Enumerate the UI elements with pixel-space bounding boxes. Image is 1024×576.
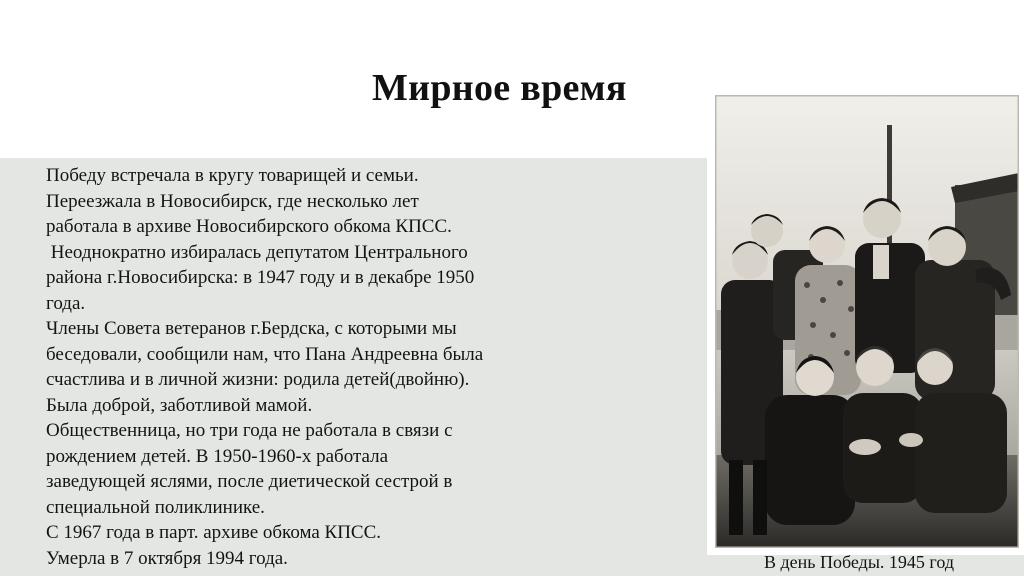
photo-frame (707, 87, 1024, 555)
photo-caption: В день Победы. 1945 год (764, 552, 954, 572)
biography-line: С 1967 года в парт. архиве обкома КПСС. (46, 522, 382, 543)
biography-line: специальной поликлинике. (46, 496, 265, 518)
biography-line: района г.Новосибирска: в 1947 году и в декабре 1950 (46, 267, 475, 288)
group-photo (715, 95, 1019, 548)
biography-line: Победу встречала в кругу товарищей и семьи. (46, 165, 419, 186)
biography-line: Умерла в 7 октября 1994 года. (46, 547, 288, 569)
biography-line: Члены Совета ветеранов г.Бердска, с которыми мы (46, 318, 457, 339)
biography-line: работала в архиве Новосибирского обкома КПСС. (46, 216, 452, 237)
biography-line: Была доброй, заботливой мамой. (46, 394, 313, 416)
biography-line: Общественница, но три года не работала в связи с (46, 420, 453, 441)
biography-line: года. (46, 292, 86, 314)
biography-line: счастлива и в личной жизни: родила детей(двойню). (46, 369, 470, 390)
biography-line: беседовали, сообщили нам, что Пана Андреевна была (46, 343, 484, 365)
biography-line: заведующей яслями, после диетической сестрой в (46, 471, 453, 492)
biography-line: Неоднократно избиралась депутатом Центрального (46, 241, 468, 263)
biography-line: Переезжала в Новосибирск, где несколько лет (46, 190, 419, 212)
slide-title: Мирное время (372, 67, 627, 109)
biography-line: рождением детей. В 1950-1960-х работала (46, 445, 389, 467)
biography-text (46, 163, 566, 571)
